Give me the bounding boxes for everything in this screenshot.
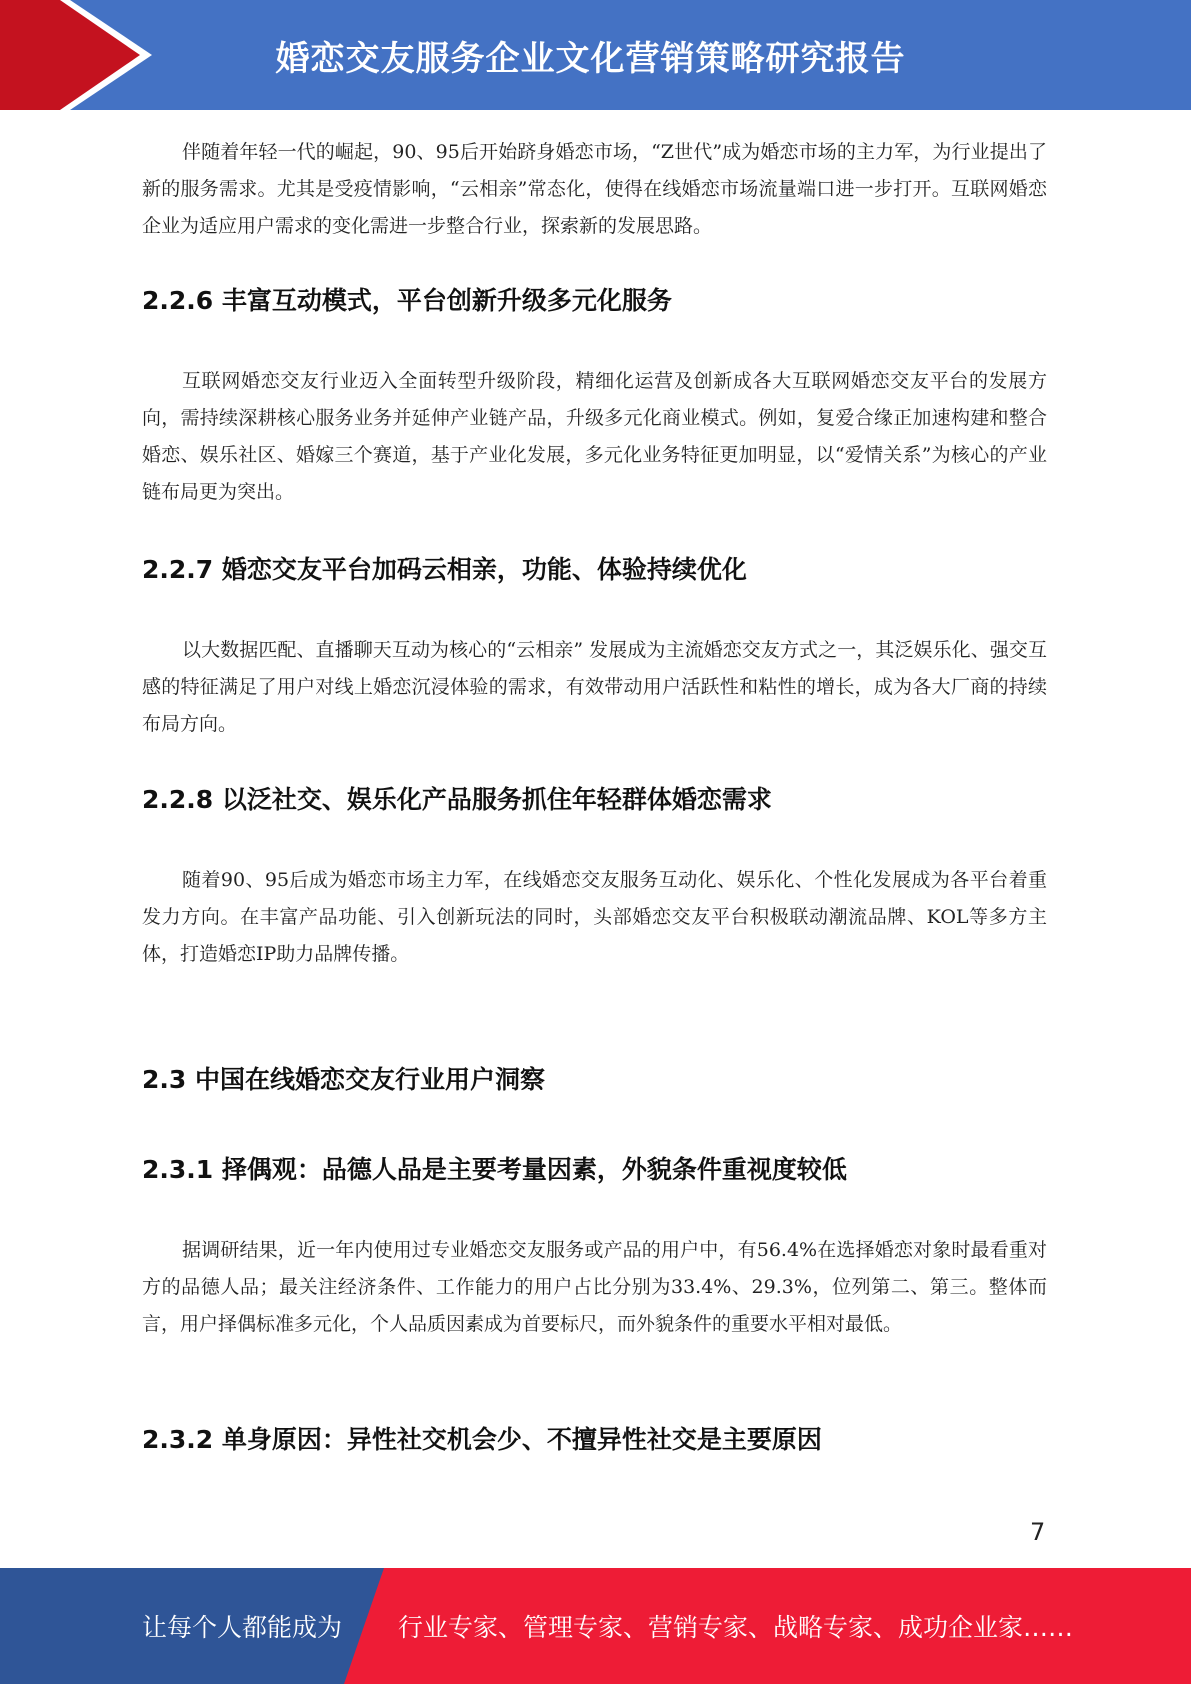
section-heading: 2.2.6 丰富互动模式，平台创新升级多元化服务: [142, 286, 672, 315]
section-2-3-1: [142, 1153, 1047, 1187]
section-2-2-7: [142, 553, 1047, 587]
section-heading: 2.2.8 以泛社交、娱乐化产品服务抓住年轻群体婚恋需求: [142, 785, 772, 814]
page-header: [0, 0, 1191, 110]
page-footer: [0, 1568, 1191, 1684]
section-2-2-8-body: [142, 862, 1047, 973]
section-paragraph: 随着90、95后成为婚恋市场主力军，在线婚恋交友服务互动化、娱乐化、个性化发展成为各平台着重发力方向。在丰富产品功能、引入创新玩法的同时，头部婚恋交友平台积极联动潮流品牌、KOL等多方主体，打造婚恋IP助力品牌传播。: [142, 869, 1047, 965]
section-paragraph: 据调研结果，近一年内使用过专业婚恋交友服务或产品的用户中，有56.4%在选择婚恋对象时最看重对方的品德人品；最关注经济条件、工作能力的用户占比分别为33.4%、29.3%，位列第二、第三。整体而言，用户择偶标准多元化，个人品质因素成为首要标尺，而外貌条件的重要水平相对最低。: [142, 1239, 1047, 1335]
section-2-3: [142, 1063, 1047, 1097]
intro-paragraph: 伴随着年轻一代的崛起，90、95后开始跻身婚恋市场，“Z世代”成为婚恋市场的主力军，为行业提出了新的服务需求。尤其是受疫情影响，“云相亲”常态化，使得在线婚恋市场流量端口进一步打开。互联网婚恋企业为适应用户需求的变化需进一步整合行业，探索新的发展思路。: [142, 141, 1047, 237]
section-2-2-6-body: [142, 363, 1047, 511]
report-title: 婚恋交友服务企业文化营销策略研究报告: [275, 38, 906, 79]
section-2-3-1-body: [142, 1232, 1047, 1343]
page-number: 7: [1030, 1518, 1046, 1546]
section-2-2-8: [142, 783, 1047, 817]
section-paragraph: 互联网婚恋交友行业迈入全面转型升级阶段，精细化运营及创新成各大互联网婚恋交友平台的发展方向，需持续深耕核心服务业务并延伸产业链产品，升级多元化商业模式。例如，复爱合缘正加速构建和整合婚恋、娱乐社区、婚嫁三个赛道，基于产业化发展，多元化业务特征更加明显，以“爱情关系”为核心的产业链布局更为突出。: [142, 370, 1047, 503]
footer-slogan-right: 行业专家、管理专家、营销专家、战略专家、成功企业家……: [398, 1613, 1074, 1642]
section-2-2-7-body: [142, 632, 1047, 743]
section-heading: 2.3.1 择偶观：品德人品是主要考量因素，外貌条件重视度较低: [142, 1155, 847, 1184]
section-heading: 2.3.2 单身原因：异性社交机会少、不擅异性社交是主要原因: [142, 1425, 822, 1454]
section-2-3-2: [142, 1423, 1047, 1457]
header-chevron-graphic: [0, 0, 160, 110]
section-2-2-6: [142, 284, 1047, 318]
footer-slogan-left: 让每个人都能成为: [142, 1613, 343, 1642]
intro-block: [142, 134, 1047, 245]
section-heading: 2.2.7 婚恋交友平台加码云相亲，功能、体验持续优化: [142, 555, 747, 584]
section-heading: 2.3 中国在线婚恋交友行业用户洞察: [142, 1065, 545, 1094]
section-paragraph: 以大数据匹配、直播聊天互动为核心的“云相亲” 发展成为主流婚恋交友方式之一，其泛娱乐化、强交互感的特征满足了用户对线上婚恋沉浸体验的需求，有效带动用户活跃性和粘性的增长，成为各大厂商的持续布局方向。: [142, 639, 1047, 735]
